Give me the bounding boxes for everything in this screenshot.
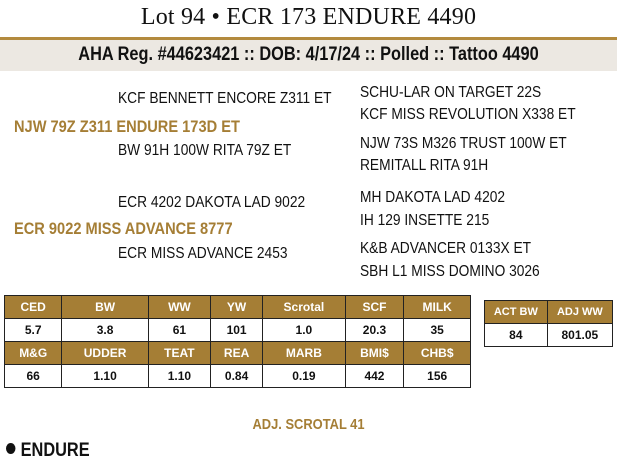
epd-header: YW (211, 296, 263, 319)
epd-value-row-2 (5, 365, 471, 388)
dam-sire: ECR 4202 DAKOTA LAD 9022 (118, 194, 306, 211)
epd-value: 35 (404, 319, 471, 342)
sire-dam-dam: REMITALL RITA 91H (360, 157, 489, 174)
epd-header-row-2 (5, 342, 471, 365)
sire-dam-sire: NJW 73S M326 TRUST 100W ET (360, 135, 567, 152)
epd-value: 66 (5, 365, 62, 388)
epd-header: CHB$ (404, 342, 471, 365)
dam-sire-dam: IH 129 INSETTE 215 (360, 212, 490, 229)
epd-header: MILK (404, 296, 471, 319)
epd-value: 101 (211, 319, 263, 342)
epd-header: UDDER (62, 342, 148, 365)
epd-header: SCF (345, 296, 404, 319)
epd-value: 1.0 (263, 319, 345, 342)
epd-value: 3.8 (62, 319, 148, 342)
sire: NJW 79Z Z311 ENDURE 173D ET (14, 117, 240, 136)
bullet-icon (6, 443, 15, 454)
sire-sire: KCF BENNETT ENCORE Z311 ET (118, 90, 332, 107)
actual-header: ACT BW (485, 301, 548, 324)
dam-dam-dam: SBH L1 MISS DOMINO 3026 (360, 263, 540, 280)
epd-value-row-1 (5, 319, 471, 342)
registration-line: AHA Reg. #44623421 :: DOB: 4/17/24 :: Polled :: Tattoo 4490 (78, 44, 539, 65)
epd-header: CED (5, 296, 62, 319)
epd-value: 61 (148, 319, 210, 342)
sire-sire-dam: KCF MISS REVOLUTION X338 ET (360, 106, 576, 123)
lot-title: Lot 94 • ECR 173 ENDURE 4490 (140, 4, 477, 30)
actual-value-row (485, 324, 613, 347)
dam: ECR 9022 MISS ADVANCE 8777 (14, 219, 233, 238)
epd-header: BW (62, 296, 148, 319)
adj-scrotal: ADJ. SCROTAL 41 (252, 416, 365, 433)
actual-value: 84 (485, 324, 548, 347)
epd-header: Scrotal (263, 296, 345, 319)
epd-value: 1.10 (148, 365, 210, 388)
epd-value: 5.7 (5, 319, 62, 342)
actual-header-row (485, 301, 613, 324)
epd-value: 0.84 (211, 365, 263, 388)
dam-dam: ECR MISS ADVANCE 2453 (118, 245, 288, 262)
epd-header: M&G (5, 342, 62, 365)
actual-header: ADJ WW (547, 301, 612, 324)
bullet-item (6, 440, 90, 462)
epd-value: 20.3 (345, 319, 404, 342)
epd-header-row-1 (5, 296, 471, 319)
epd-value: 0.19 (263, 365, 345, 388)
epd-value: 1.10 (62, 365, 148, 388)
epd-header: REA (211, 342, 263, 365)
epd-value: 156 (404, 365, 471, 388)
epd-table (4, 295, 471, 388)
sire-dam: BW 91H 100W RITA 79Z ET (118, 142, 292, 159)
dam-sire-sire: MH DAKOTA LAD 4202 (360, 189, 506, 206)
actual-weights-table (484, 300, 613, 347)
epd-header: BMI$ (345, 342, 404, 365)
epd-header: TEAT (148, 342, 210, 365)
sire-sire-sire: SCHU-LAR ON TARGET 22S (360, 84, 542, 101)
epd-header: WW (148, 296, 210, 319)
dam-dam-sire: K&B ADVANCER 0133X ET (360, 240, 532, 257)
actual-value: 801.05 (547, 324, 612, 347)
bullet-text: ENDURE (20, 440, 90, 461)
epd-value: 442 (345, 365, 404, 388)
epd-header: MARB (263, 342, 345, 365)
